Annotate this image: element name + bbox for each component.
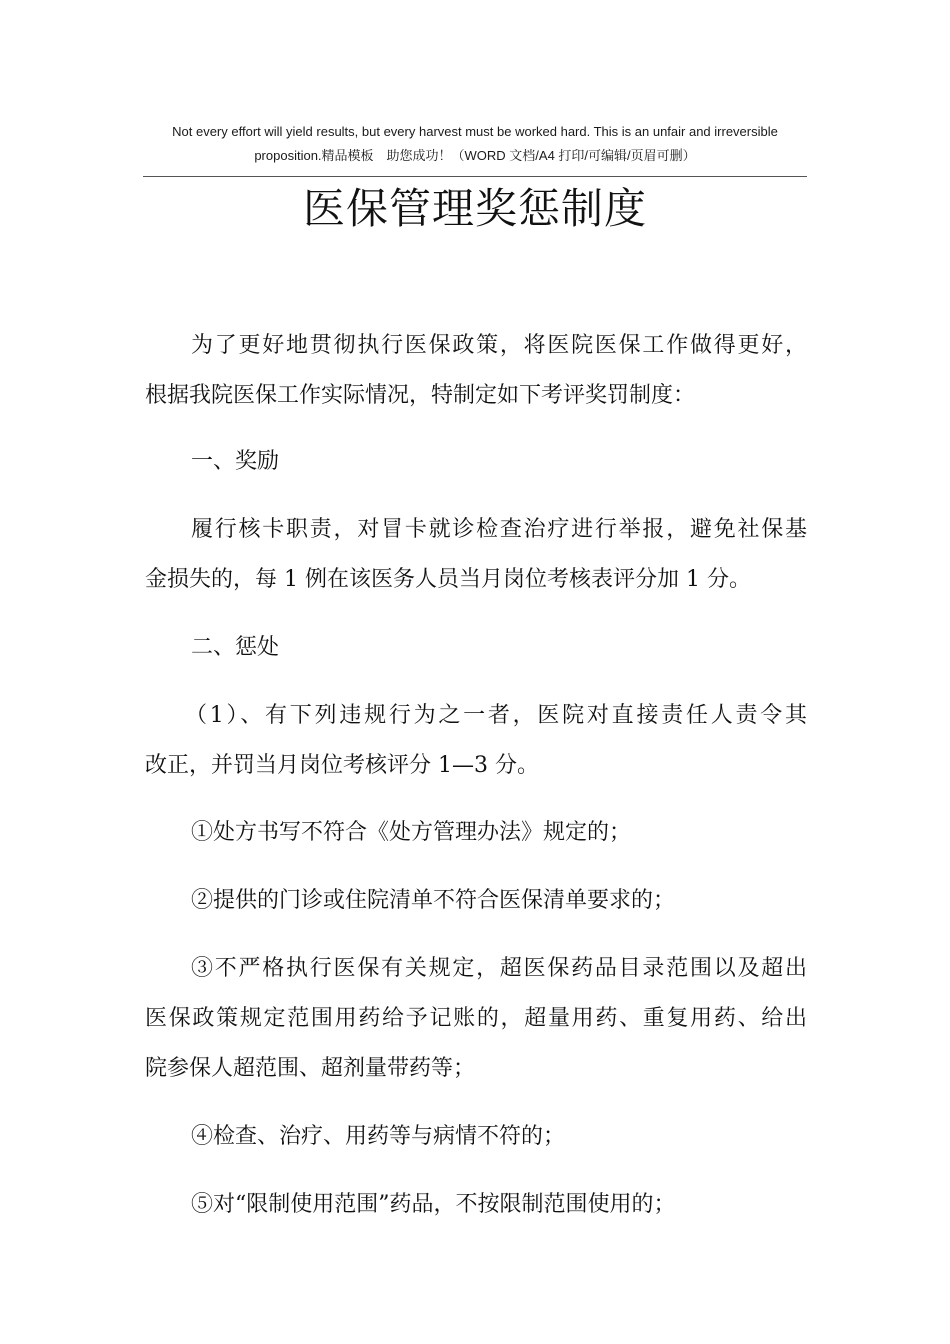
- header-divider: [143, 176, 807, 177]
- item-3-line-1: ③不严格执行医保有关规定，超医保药品目录范围以及超出: [191, 956, 807, 981]
- intro-line-1: 为了更好地贯彻执行医保政策，将医院医保工作做得更好，: [191, 333, 807, 358]
- item-4: [145, 1112, 807, 1162]
- item-1: [145, 808, 807, 858]
- item-4-text: ④检查、治疗、用药等与病情不符的；: [191, 1124, 566, 1149]
- reward-line-1: 履行核卡职责，对冒卡就诊检查治疗进行举报，避免社保基: [191, 517, 807, 542]
- item-5-text: ⑤对“限制使用范围”药品，不按限制范围使用的；: [191, 1192, 676, 1217]
- section-heading-penalty-text: 二、惩处: [191, 635, 280, 660]
- reward-line-2: 金损失的，每 1 例在该医务人员当月岗位考核表评分加 1 分。: [145, 567, 751, 592]
- section-heading-reward-text: 一、奖励: [191, 449, 280, 474]
- item-3: [145, 944, 807, 1094]
- clause-1-line-1: （1）、有下列违规行为之一者，医院对直接责任人责令其: [185, 703, 807, 728]
- header-line-2: proposition.精品模板 助您成功！（WORD 文档/A4 打印/可编辑/页眉可删）: [254, 148, 696, 163]
- item-1-text: ①处方书写不符合《处方管理办法》规定的；: [191, 820, 632, 845]
- intro-paragraph: [145, 321, 807, 421]
- item-5: [145, 1180, 807, 1230]
- reward-paragraph: [145, 505, 807, 605]
- document-title: 医保管理奖惩制度: [302, 184, 647, 233]
- item-3-line-3: 院参保人超范围、超剂量带药等；: [145, 1056, 476, 1081]
- item-2-text: ②提供的门诊或住院清单不符合医保清单要求的；: [191, 888, 676, 913]
- item-2: [145, 876, 807, 926]
- item-3-line-2: 医保政策规定范围用药给予记账的，超量用药、重复用药、给出: [145, 1006, 807, 1031]
- page-header: [143, 120, 807, 168]
- clause-1-paragraph: [145, 691, 807, 791]
- section-heading-penalty: [145, 623, 807, 673]
- section-heading-reward: [145, 437, 807, 487]
- intro-line-2: 根据我院医保工作实际情况，特制定如下考评奖罚制度：: [145, 383, 696, 408]
- header-line-1: Not every effort will yield results, but every harvest must be worked hard. This is an unfair and irreversible: [172, 124, 778, 139]
- clause-1-line-2: 改正，并罚当月岗位考核评分 1—3 分。: [145, 753, 539, 778]
